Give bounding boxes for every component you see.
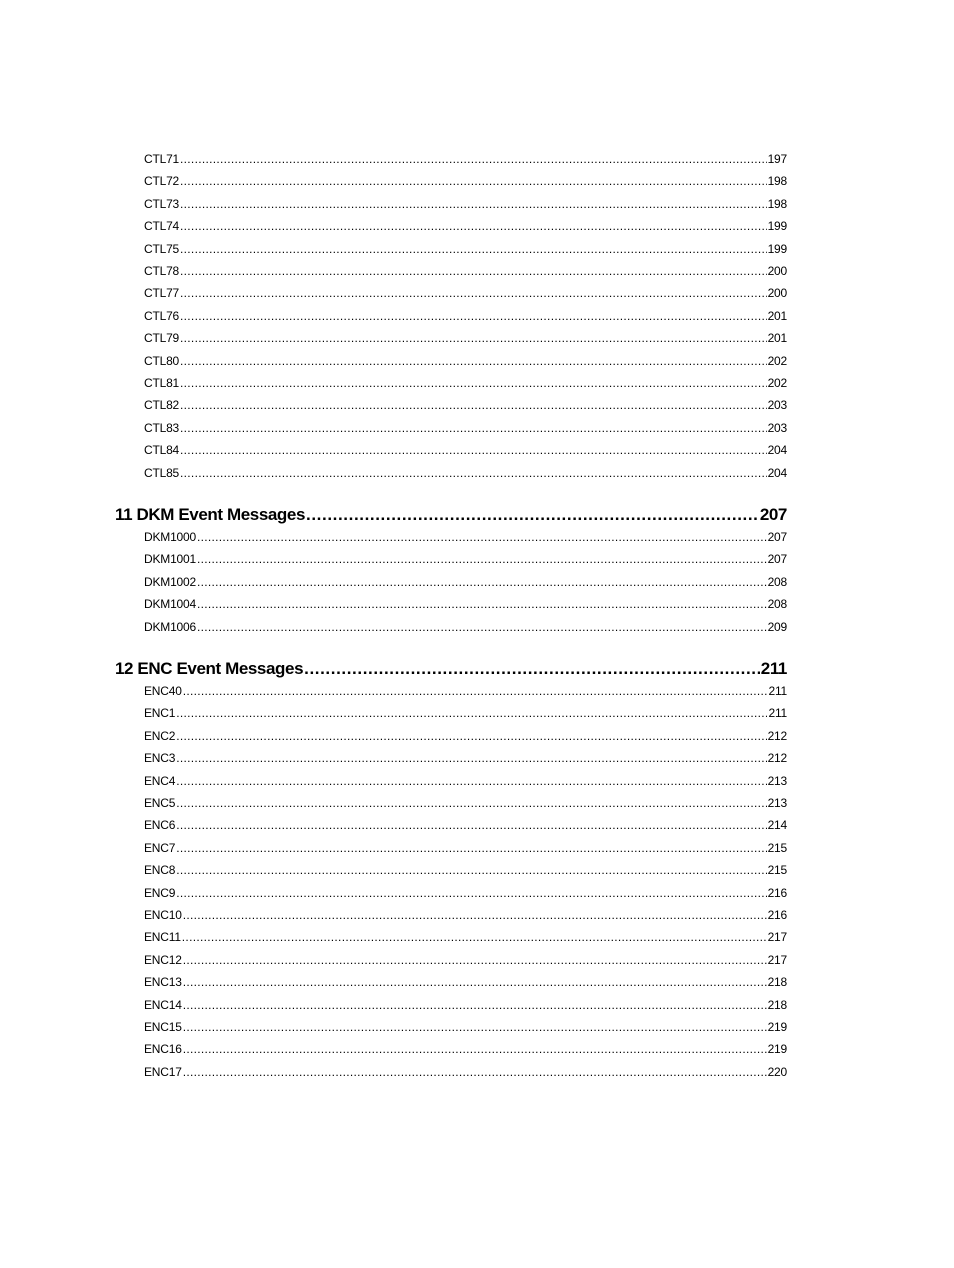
toc-entry-page-number: 203 [767, 420, 787, 435]
toc-entry-page-number: 204 [767, 465, 787, 480]
dot-leader [197, 527, 767, 547]
toc-entry[interactable] [144, 1039, 787, 1059]
toc-entry-title: ENC8 [144, 863, 176, 878]
toc-entry[interactable] [144, 793, 787, 813]
toc-entry-title: CTL74 [144, 219, 180, 234]
dot-leader [183, 1017, 767, 1037]
toc-entry-title: ENC13 [144, 975, 182, 990]
toc-entry-page-number: 207 [767, 552, 787, 567]
dot-leader [176, 748, 766, 768]
toc-entry-page-number: 220 [767, 1064, 787, 1079]
dot-leader [180, 373, 767, 393]
toc-entry-title: CTL79 [144, 331, 180, 346]
toc-entry[interactable] [144, 838, 787, 858]
toc-entry-title: DKM1001 [144, 552, 196, 567]
toc-entry-title: ENC5 [144, 796, 176, 810]
toc-entry-title: ENC9 [144, 885, 176, 900]
dot-leader [304, 656, 760, 682]
toc-entry[interactable] [144, 440, 787, 460]
toc-entry[interactable] [144, 216, 787, 236]
toc-entry[interactable] [144, 883, 787, 903]
toc-entry-page-number: 208 [767, 597, 787, 612]
toc-entry-page-number: 207 [759, 505, 787, 524]
toc-entry-title: ENC1 [144, 706, 176, 721]
toc-entry-page-number: 200 [767, 264, 787, 278]
toc-entry-page-number: 197 [767, 152, 787, 166]
toc-entry[interactable] [144, 860, 787, 880]
toc-entry-page-number: 213 [767, 773, 787, 788]
toc-entry-page-number: 199 [767, 219, 787, 234]
toc-entry-title: ENC40 [144, 684, 182, 698]
dot-leader [183, 905, 767, 925]
toc-entry-page-number: 218 [767, 997, 787, 1012]
toc-entry-title: DKM1004 [144, 597, 196, 612]
toc-entry[interactable] [144, 748, 787, 768]
toc-entry[interactable] [144, 815, 787, 835]
toc-entry-title: ENC7 [144, 840, 176, 855]
toc-entry-title: ENC15 [144, 1020, 182, 1034]
toc-entry-page-number: 217 [767, 930, 787, 945]
toc-entry-page-number: 217 [767, 952, 787, 967]
toc-entry-title: DKM1006 [144, 619, 196, 634]
toc-entry[interactable] [144, 171, 787, 191]
toc-entry-page-number: 219 [767, 1020, 787, 1034]
toc-entry[interactable] [144, 149, 787, 169]
dot-leader [176, 703, 767, 723]
toc-entry-title: ENC16 [144, 1042, 182, 1057]
toc-entry-page-number: 200 [767, 286, 787, 301]
toc-entry-title: CTL85 [144, 465, 180, 480]
toc-entry[interactable] [144, 771, 787, 791]
dot-leader [176, 726, 766, 746]
toc-entry-title: ENC17 [144, 1064, 182, 1079]
toc-entry[interactable] [144, 463, 787, 483]
toc-entry-title: DKM1000 [144, 530, 196, 544]
toc-entry-title: ENC12 [144, 952, 182, 967]
toc-entry-title: CTL73 [144, 196, 180, 211]
toc-entry-title: CTL75 [144, 241, 180, 256]
toc-entry[interactable] [144, 617, 787, 637]
toc-entry-page-number: 218 [767, 975, 787, 990]
toc-entry-title: ENC3 [144, 751, 176, 766]
dot-leader [197, 594, 767, 614]
toc-entry-page-number: 215 [767, 863, 787, 878]
toc-entry[interactable] [144, 373, 787, 393]
toc-entry-page-number: 203 [767, 398, 787, 413]
toc-entry-page-number: 207 [767, 530, 787, 544]
toc-entry[interactable] [144, 261, 787, 281]
toc-entry[interactable] [144, 1017, 787, 1037]
toc-entry[interactable] [144, 418, 787, 438]
toc-entry[interactable] [144, 194, 787, 214]
dot-leader [197, 572, 767, 592]
toc-entry-page-number: 209 [767, 619, 787, 634]
toc-entry-page-number: 201 [767, 308, 787, 323]
toc-entry-page-number: 216 [767, 908, 787, 922]
toc-entry-page-number: 201 [767, 331, 787, 346]
toc-entry[interactable] [144, 527, 787, 547]
dot-leader [176, 883, 766, 903]
toc-entry-page-number: 202 [767, 353, 787, 368]
toc-entry[interactable] [144, 351, 787, 371]
dot-leader [180, 328, 767, 348]
toc-entry[interactable] [144, 306, 787, 326]
toc-entry-title: 12 ENC Event Messages [115, 659, 304, 678]
toc-entry[interactable] [144, 549, 787, 569]
toc-entry[interactable] [144, 905, 787, 925]
toc-entry-page-number: 198 [767, 196, 787, 211]
toc-entry[interactable] [144, 572, 787, 592]
toc-entry-title: CTL71 [144, 152, 180, 166]
dot-leader [180, 149, 767, 169]
dot-leader [176, 793, 766, 813]
toc-entry-title: CTL72 [144, 174, 180, 189]
toc-entry[interactable] [144, 927, 787, 947]
dot-leader [183, 950, 767, 970]
dot-leader [176, 815, 766, 835]
dot-leader [180, 440, 767, 460]
dot-leader [183, 972, 767, 992]
toc-entry[interactable] [144, 703, 787, 723]
toc-entry-title: ENC10 [144, 908, 182, 922]
dot-leader [176, 860, 766, 880]
toc-entry[interactable] [144, 395, 787, 415]
toc-entry[interactable] [144, 283, 787, 303]
dot-leader [183, 995, 767, 1015]
dot-leader [197, 549, 767, 569]
toc-entry[interactable] [144, 681, 787, 701]
dot-leader [183, 1039, 767, 1059]
dot-leader [306, 502, 759, 528]
dot-leader [180, 239, 767, 259]
toc-entry[interactable] [144, 328, 787, 348]
dot-leader [180, 216, 767, 236]
toc-entry[interactable] [144, 995, 787, 1015]
dot-leader [180, 395, 767, 415]
toc-entry-title: CTL77 [144, 286, 180, 301]
toc-entry-title: DKM1002 [144, 574, 196, 589]
dot-leader [180, 463, 767, 483]
toc-entry-page-number: 212 [767, 728, 787, 743]
toc-entry-page-number: 202 [767, 376, 787, 390]
toc-entry-page-number: 211 [768, 706, 787, 721]
toc-entry[interactable] [144, 950, 787, 970]
toc-entry[interactable] [144, 239, 787, 259]
toc-entry-title: CTL81 [144, 376, 180, 390]
dot-leader [180, 171, 767, 191]
dot-leader [183, 681, 768, 701]
toc-entry-page-number: 219 [767, 1042, 787, 1057]
toc-entry-page-number: 198 [767, 174, 787, 189]
toc-entry-page-number: 212 [767, 751, 787, 766]
toc-entry-title: ENC2 [144, 728, 176, 743]
toc-entry-title: CTL80 [144, 353, 180, 368]
toc-entry-page-number: 204 [767, 443, 787, 458]
dot-leader [176, 771, 766, 791]
toc-entry-title: ENC14 [144, 997, 182, 1012]
toc-entry-title: ENC4 [144, 773, 176, 788]
toc-entry[interactable] [144, 726, 787, 746]
dot-leader [180, 418, 767, 438]
dot-leader [180, 351, 767, 371]
toc-entry[interactable] [144, 594, 787, 614]
dot-leader [176, 838, 766, 858]
toc-chapter-entry[interactable] [115, 656, 787, 682]
toc-entry-title: CTL76 [144, 308, 180, 323]
dot-leader [180, 306, 767, 326]
dot-leader [180, 283, 767, 303]
toc-entry-title: ENC6 [144, 818, 176, 833]
toc-entry[interactable] [144, 1062, 787, 1082]
toc-entry-title: 11 DKM Event Messages [115, 505, 306, 524]
toc-entry-page-number: 213 [767, 796, 787, 810]
dot-leader [182, 927, 767, 947]
toc-entry-page-number: 211 [760, 659, 787, 678]
toc-entry-page-number: 214 [767, 818, 787, 833]
dot-leader [180, 194, 767, 214]
toc-entry-page-number: 216 [767, 885, 787, 900]
dot-leader [197, 617, 767, 637]
dot-leader [180, 261, 767, 281]
toc-entry-page-number: 199 [767, 241, 787, 256]
toc-entry-title: CTL82 [144, 398, 180, 413]
dot-leader [183, 1062, 767, 1082]
toc-entry-title: CTL83 [144, 420, 180, 435]
toc-entry-page-number: 211 [768, 684, 787, 698]
toc-entry-title: ENC11 [144, 930, 181, 945]
toc-entry-page-number: 215 [767, 840, 787, 855]
toc-entry-page-number: 208 [767, 574, 787, 589]
toc-entry-title: CTL78 [144, 264, 180, 278]
toc-entry-title: CTL84 [144, 443, 180, 458]
toc-entry[interactable] [144, 972, 787, 992]
toc-chapter-entry[interactable] [115, 502, 787, 528]
